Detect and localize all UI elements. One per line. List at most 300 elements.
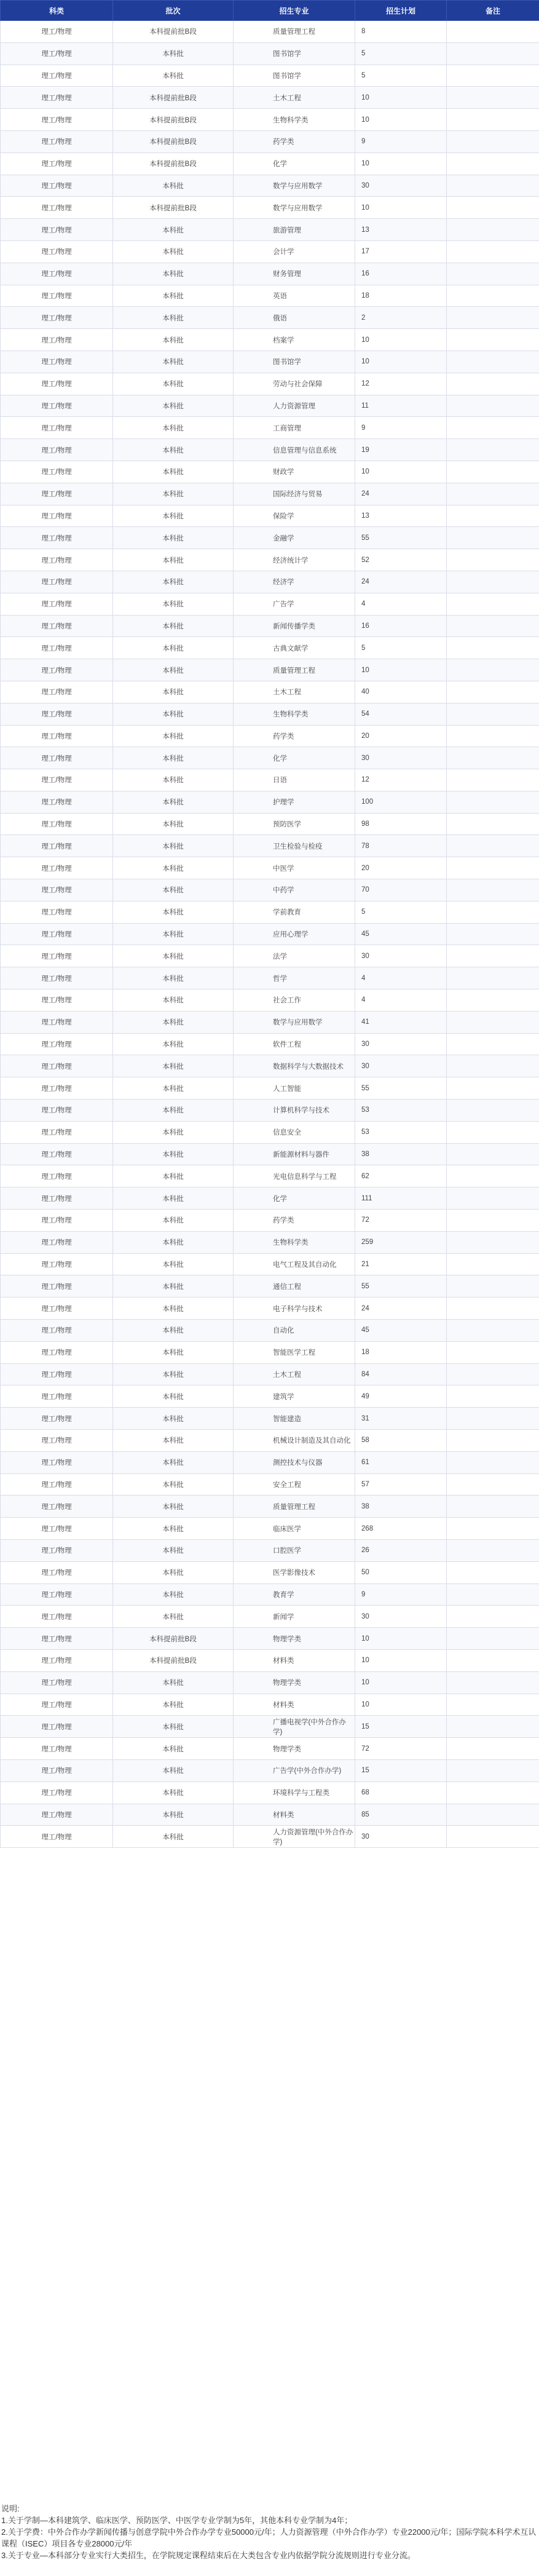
category-cell: 理工/物理 [1, 1187, 113, 1210]
batch-cell: 本科批 [113, 923, 234, 945]
major-cell: 安全工程 [234, 1473, 355, 1496]
batch-cell: 本科批 [113, 1165, 234, 1187]
plan-cell: 15 [355, 1759, 447, 1781]
category-cell: 理工/物理 [1, 1253, 113, 1275]
category-cell: 理工/物理 [1, 373, 113, 395]
major-cell: 信息管理与信息系统 [234, 439, 355, 461]
batch-cell: 本科批 [113, 967, 234, 989]
table-row [1, 593, 539, 615]
plan-cell: 85 [355, 1804, 447, 1826]
category-cell: 理工/物理 [1, 1143, 113, 1165]
plan-cell: 40 [355, 681, 447, 703]
plan-cell: 21 [355, 1253, 447, 1275]
major-cell: 智能建造 [234, 1408, 355, 1430]
remark-cell [447, 1121, 539, 1143]
major-cell: 图书馆学 [234, 42, 355, 65]
category-cell: 理工/物理 [1, 1804, 113, 1826]
batch-cell: 本科批 [113, 1210, 234, 1232]
batch-cell: 本科批 [113, 42, 234, 65]
batch-cell: 本科批 [113, 1518, 234, 1540]
table-row [1, 1496, 539, 1518]
remark-cell [447, 527, 539, 549]
major-cell: 生物科学类 [234, 703, 355, 725]
remark-cell [447, 1077, 539, 1100]
plan-cell: 5 [355, 901, 447, 923]
major-cell: 护理学 [234, 791, 355, 813]
batch-cell: 本科批 [113, 1716, 234, 1738]
category-cell: 理工/物理 [1, 571, 113, 593]
plan-cell: 55 [355, 527, 447, 549]
table-row [1, 747, 539, 769]
plan-cell: 41 [355, 1011, 447, 1033]
plan-cell: 24 [355, 571, 447, 593]
plan-cell: 10 [355, 461, 447, 483]
plan-cell: 2 [355, 307, 447, 329]
major-cell: 日语 [234, 769, 355, 791]
batch-cell: 本科批 [113, 593, 234, 615]
batch-cell: 本科批 [113, 175, 234, 197]
category-cell: 理工/物理 [1, 1539, 113, 1561]
batch-cell: 本科批 [113, 329, 234, 351]
table-row [1, 703, 539, 725]
table-row [1, 1298, 539, 1320]
batch-cell: 本科批 [113, 1781, 234, 1804]
category-cell: 理工/物理 [1, 681, 113, 703]
plan-cell: 10 [355, 1671, 447, 1694]
batch-cell: 本科提前批B段 [113, 109, 234, 131]
remark-cell [447, 1011, 539, 1033]
batch-cell: 本科批 [113, 813, 234, 835]
major-cell: 化学 [234, 1187, 355, 1210]
remark-cell [447, 681, 539, 703]
batch-cell: 本科批 [113, 373, 234, 395]
plan-cell: 54 [355, 703, 447, 725]
remark-cell [447, 791, 539, 813]
batch-cell: 本科批 [113, 615, 234, 637]
major-cell: 材料类 [234, 1649, 355, 1671]
table-row [1, 1187, 539, 1210]
table-row [1, 351, 539, 373]
remark-cell [447, 329, 539, 351]
table-row [1, 21, 539, 43]
major-cell: 金融学 [234, 527, 355, 549]
table-row [1, 1385, 539, 1408]
remark-cell [447, 1606, 539, 1628]
table-row [1, 1363, 539, 1385]
plan-cell: 10 [355, 329, 447, 351]
batch-cell: 本科批 [113, 1759, 234, 1781]
major-cell: 电气工程及其自动化 [234, 1253, 355, 1275]
remark-cell [447, 483, 539, 505]
table-row [1, 439, 539, 461]
major-cell: 哲学 [234, 967, 355, 989]
major-cell: 测控技术与仪器 [234, 1451, 355, 1473]
category-cell: 理工/物理 [1, 1738, 113, 1760]
plan-cell: 15 [355, 1716, 447, 1738]
table-row [1, 1253, 539, 1275]
category-cell: 理工/物理 [1, 1496, 113, 1518]
category-cell: 理工/物理 [1, 1385, 113, 1408]
plan-cell: 8 [355, 21, 447, 43]
plan-cell: 10 [355, 153, 447, 175]
plan-cell: 55 [355, 1275, 447, 1298]
remark-cell [447, 351, 539, 373]
batch-cell: 本科批 [113, 417, 234, 439]
remark-cell [447, 769, 539, 791]
table-body [1, 21, 539, 1848]
remark-cell [447, 1826, 539, 1848]
remark-cell [447, 747, 539, 769]
batch-cell: 本科批 [113, 1738, 234, 1760]
category-cell: 理工/物理 [1, 87, 113, 109]
table-row [1, 1518, 539, 1540]
plan-cell: 84 [355, 1363, 447, 1385]
remark-cell [447, 549, 539, 571]
table-row [1, 659, 539, 681]
table-row [1, 1606, 539, 1628]
major-cell: 俄语 [234, 307, 355, 329]
remark-cell [447, 1539, 539, 1561]
table-row [1, 395, 539, 417]
major-cell: 通信工程 [234, 1275, 355, 1298]
remark-cell [447, 923, 539, 945]
major-cell: 广告学(中外合作办学) [234, 1759, 355, 1781]
plan-cell: 61 [355, 1451, 447, 1473]
plan-cell: 30 [355, 747, 447, 769]
remark-cell [447, 571, 539, 593]
plan-cell: 268 [355, 1518, 447, 1540]
batch-cell: 本科批 [113, 1496, 234, 1518]
category-cell: 理工/物理 [1, 439, 113, 461]
category-cell: 理工/物理 [1, 967, 113, 989]
remark-cell [447, 725, 539, 747]
category-cell: 理工/物理 [1, 813, 113, 835]
plan-cell: 31 [355, 1408, 447, 1430]
category-cell: 理工/物理 [1, 307, 113, 329]
remark-cell [447, 1363, 539, 1385]
plan-cell: 100 [355, 791, 447, 813]
remark-cell [447, 901, 539, 923]
category-cell: 理工/物理 [1, 923, 113, 945]
major-cell: 人力资源管理 [234, 395, 355, 417]
plan-cell: 5 [355, 42, 447, 65]
table-row [1, 1539, 539, 1561]
category-cell: 理工/物理 [1, 1649, 113, 1671]
remark-cell [447, 395, 539, 417]
batch-cell: 本科批 [113, 1341, 234, 1363]
plan-cell: 98 [355, 813, 447, 835]
major-cell: 化学 [234, 153, 355, 175]
table-row [1, 879, 539, 902]
plan-cell: 4 [355, 593, 447, 615]
plan-cell: 30 [355, 1055, 447, 1077]
table-row [1, 219, 539, 241]
remark-cell [447, 263, 539, 285]
plan-cell: 30 [355, 1606, 447, 1628]
remark-cell [447, 1320, 539, 1342]
batch-cell: 本科提前批B段 [113, 153, 234, 175]
remark-cell [447, 1055, 539, 1077]
table-row [1, 1649, 539, 1671]
batch-cell: 本科批 [113, 263, 234, 285]
plan-cell: 26 [355, 1539, 447, 1561]
plan-cell: 10 [355, 109, 447, 131]
note-line: 3.关于专业—本科部分专业实行大类招生，在学院规定课程结束后在大类包含专业内依据学院分流规则进行专业分流。 [1, 2551, 415, 2560]
table-row [1, 1100, 539, 1122]
category-cell: 理工/物理 [1, 527, 113, 549]
table-row [1, 1694, 539, 1716]
plan-cell: 72 [355, 1210, 447, 1232]
plan-cell: 38 [355, 1496, 447, 1518]
plan-cell: 62 [355, 1165, 447, 1187]
remark-cell [447, 1253, 539, 1275]
remark-cell [447, 703, 539, 725]
plan-cell: 57 [355, 1473, 447, 1496]
note-line: 1.关于学制—本科建筑学、临床医学、预防医学、中医学专业学制为5年，其他本科专业学制为4年； [1, 2516, 353, 2525]
plan-cell: 10 [355, 1649, 447, 1671]
remark-cell [447, 109, 539, 131]
remark-cell [447, 1694, 539, 1716]
table-row [1, 1826, 539, 1848]
table-row [1, 725, 539, 747]
batch-cell: 本科批 [113, 1121, 234, 1143]
header-remark: 备注 [447, 1, 539, 21]
table-row [1, 835, 539, 857]
plan-cell: 18 [355, 285, 447, 307]
category-cell: 理工/物理 [1, 549, 113, 571]
major-cell: 财政学 [234, 461, 355, 483]
category-cell: 理工/物理 [1, 1298, 113, 1320]
category-cell: 理工/物理 [1, 483, 113, 505]
remark-cell [447, 1165, 539, 1187]
remark-cell [447, 857, 539, 879]
table-row [1, 1341, 539, 1363]
major-cell: 广告学 [234, 593, 355, 615]
category-cell: 理工/物理 [1, 791, 113, 813]
remark-cell [447, 1583, 539, 1606]
batch-cell: 本科批 [113, 65, 234, 87]
table-row [1, 153, 539, 175]
category-cell: 理工/物理 [1, 329, 113, 351]
batch-cell: 本科批 [113, 1539, 234, 1561]
batch-cell: 本科批 [113, 1606, 234, 1628]
table-row [1, 681, 539, 703]
remark-cell [447, 307, 539, 329]
category-cell: 理工/物理 [1, 240, 113, 263]
major-cell: 会计学 [234, 240, 355, 263]
major-cell: 电子科学与技术 [234, 1298, 355, 1320]
remark-cell [447, 461, 539, 483]
major-cell: 人工智能 [234, 1077, 355, 1100]
table-row [1, 1165, 539, 1187]
batch-cell: 本科批 [113, 1187, 234, 1210]
category-cell: 理工/物理 [1, 637, 113, 659]
table-header-row [1, 1, 539, 21]
category-cell: 理工/物理 [1, 1671, 113, 1694]
major-cell: 物理学类 [234, 1671, 355, 1694]
header-major: 招生专业 [234, 1, 355, 21]
major-cell: 经济学 [234, 571, 355, 593]
plan-cell: 4 [355, 967, 447, 989]
category-cell: 理工/物理 [1, 1363, 113, 1385]
category-cell: 理工/物理 [1, 747, 113, 769]
category-cell: 理工/物理 [1, 1628, 113, 1650]
plan-cell: 9 [355, 130, 447, 153]
batch-cell: 本科提前批B段 [113, 87, 234, 109]
remark-cell [447, 813, 539, 835]
plan-cell: 5 [355, 65, 447, 87]
table-row [1, 263, 539, 285]
category-cell: 理工/物理 [1, 659, 113, 681]
batch-cell: 本科批 [113, 439, 234, 461]
table-row [1, 1759, 539, 1781]
table-row [1, 901, 539, 923]
plan-cell: 16 [355, 263, 447, 285]
table-row [1, 130, 539, 153]
header-batch: 批次 [113, 1, 234, 21]
category-cell: 理工/物理 [1, 285, 113, 307]
major-cell: 旅游管理 [234, 219, 355, 241]
plan-cell: 10 [355, 351, 447, 373]
major-cell: 质量管理工程 [234, 659, 355, 681]
table-row [1, 373, 539, 395]
table-row [1, 1320, 539, 1342]
major-cell: 卫生检验与检疫 [234, 835, 355, 857]
category-cell: 理工/物理 [1, 1759, 113, 1781]
remark-cell [447, 1275, 539, 1298]
plan-cell: 16 [355, 615, 447, 637]
batch-cell: 本科批 [113, 571, 234, 593]
plan-cell: 20 [355, 857, 447, 879]
category-cell: 理工/物理 [1, 1165, 113, 1187]
batch-cell: 本科批 [113, 1253, 234, 1275]
batch-cell: 本科提前批B段 [113, 197, 234, 219]
plan-cell: 58 [355, 1430, 447, 1452]
table-row [1, 1033, 539, 1055]
plan-cell: 45 [355, 923, 447, 945]
category-cell: 理工/物理 [1, 1408, 113, 1430]
remark-cell [447, 1143, 539, 1165]
remark-cell [447, 1781, 539, 1804]
batch-cell: 本科批 [113, 1011, 234, 1033]
remark-cell [447, 240, 539, 263]
category-cell: 理工/物理 [1, 1100, 113, 1122]
batch-cell: 本科批 [113, 219, 234, 241]
major-cell: 中药学 [234, 879, 355, 902]
major-cell: 生物科学类 [234, 1231, 355, 1253]
table-row [1, 42, 539, 65]
major-cell: 生物科学类 [234, 109, 355, 131]
major-cell: 英语 [234, 285, 355, 307]
category-cell: 理工/物理 [1, 21, 113, 43]
table-row [1, 857, 539, 879]
remark-cell [447, 87, 539, 109]
batch-cell: 本科批 [113, 351, 234, 373]
category-cell: 理工/物理 [1, 857, 113, 879]
table-row [1, 1561, 539, 1583]
table-row [1, 329, 539, 351]
major-cell: 药学类 [234, 130, 355, 153]
table-row [1, 307, 539, 329]
plan-cell: 30 [355, 175, 447, 197]
major-cell: 自动化 [234, 1320, 355, 1342]
category-cell: 理工/物理 [1, 1473, 113, 1496]
remark-cell [447, 945, 539, 967]
major-cell: 古典文献学 [234, 637, 355, 659]
major-cell: 药学类 [234, 1210, 355, 1232]
table-row [1, 923, 539, 945]
table-row [1, 285, 539, 307]
major-cell: 环境科学与工程类 [234, 1781, 355, 1804]
plan-cell: 10 [355, 197, 447, 219]
major-cell: 工商管理 [234, 417, 355, 439]
plan-cell: 53 [355, 1100, 447, 1122]
major-cell: 建筑学 [234, 1385, 355, 1408]
major-cell: 法学 [234, 945, 355, 967]
table-row [1, 1121, 539, 1143]
plan-cell: 24 [355, 1298, 447, 1320]
remark-cell [447, 197, 539, 219]
major-cell: 物理学类 [234, 1738, 355, 1760]
remark-cell [447, 219, 539, 241]
remark-cell [447, 1430, 539, 1452]
plan-cell: 9 [355, 1583, 447, 1606]
remark-cell [447, 659, 539, 681]
note-line: 2.关于学费：中外合作办学新闻传播与创意学院中外合作办学专业50000元/年；人力资源管理（中外合作办学）专业22000元/年；国际学院本科学术互认课程（ISEC）项目各专业28000元/年 [1, 2527, 537, 2548]
category-cell: 理工/物理 [1, 1231, 113, 1253]
batch-cell: 本科批 [113, 1033, 234, 1055]
batch-cell: 本科批 [113, 1430, 234, 1452]
remark-cell [447, 835, 539, 857]
category-cell: 理工/物理 [1, 1011, 113, 1033]
table-row [1, 109, 539, 131]
plan-cell: 19 [355, 439, 447, 461]
major-cell: 学前教育 [234, 901, 355, 923]
category-cell: 理工/物理 [1, 835, 113, 857]
table-row [1, 1781, 539, 1804]
batch-cell: 本科批 [113, 1275, 234, 1298]
category-cell: 理工/物理 [1, 1781, 113, 1804]
major-cell: 口腔医学 [234, 1539, 355, 1561]
batch-cell: 本科批 [113, 549, 234, 571]
batch-cell: 本科批 [113, 461, 234, 483]
batch-cell: 本科批 [113, 1320, 234, 1342]
batch-cell: 本科批 [113, 1363, 234, 1385]
batch-cell: 本科批 [113, 1671, 234, 1694]
batch-cell: 本科批 [113, 989, 234, 1012]
plan-cell: 9 [355, 417, 447, 439]
batch-cell: 本科批 [113, 703, 234, 725]
category-cell: 理工/物理 [1, 1320, 113, 1342]
remark-cell [447, 1671, 539, 1694]
remark-cell [447, 1341, 539, 1363]
major-cell: 土木工程 [234, 1363, 355, 1385]
header-category: 科类 [1, 1, 113, 21]
plan-cell: 49 [355, 1385, 447, 1408]
table-row [1, 769, 539, 791]
category-cell: 理工/物理 [1, 1518, 113, 1540]
remark-cell [447, 1518, 539, 1540]
table-row [1, 1077, 539, 1100]
major-cell: 应用心理学 [234, 923, 355, 945]
batch-cell: 本科批 [113, 659, 234, 681]
major-cell: 信息安全 [234, 1121, 355, 1143]
major-cell: 药学类 [234, 725, 355, 747]
category-cell: 理工/物理 [1, 1826, 113, 1848]
category-cell: 理工/物理 [1, 417, 113, 439]
plan-cell: 45 [355, 1320, 447, 1342]
major-cell: 临床医学 [234, 1518, 355, 1540]
